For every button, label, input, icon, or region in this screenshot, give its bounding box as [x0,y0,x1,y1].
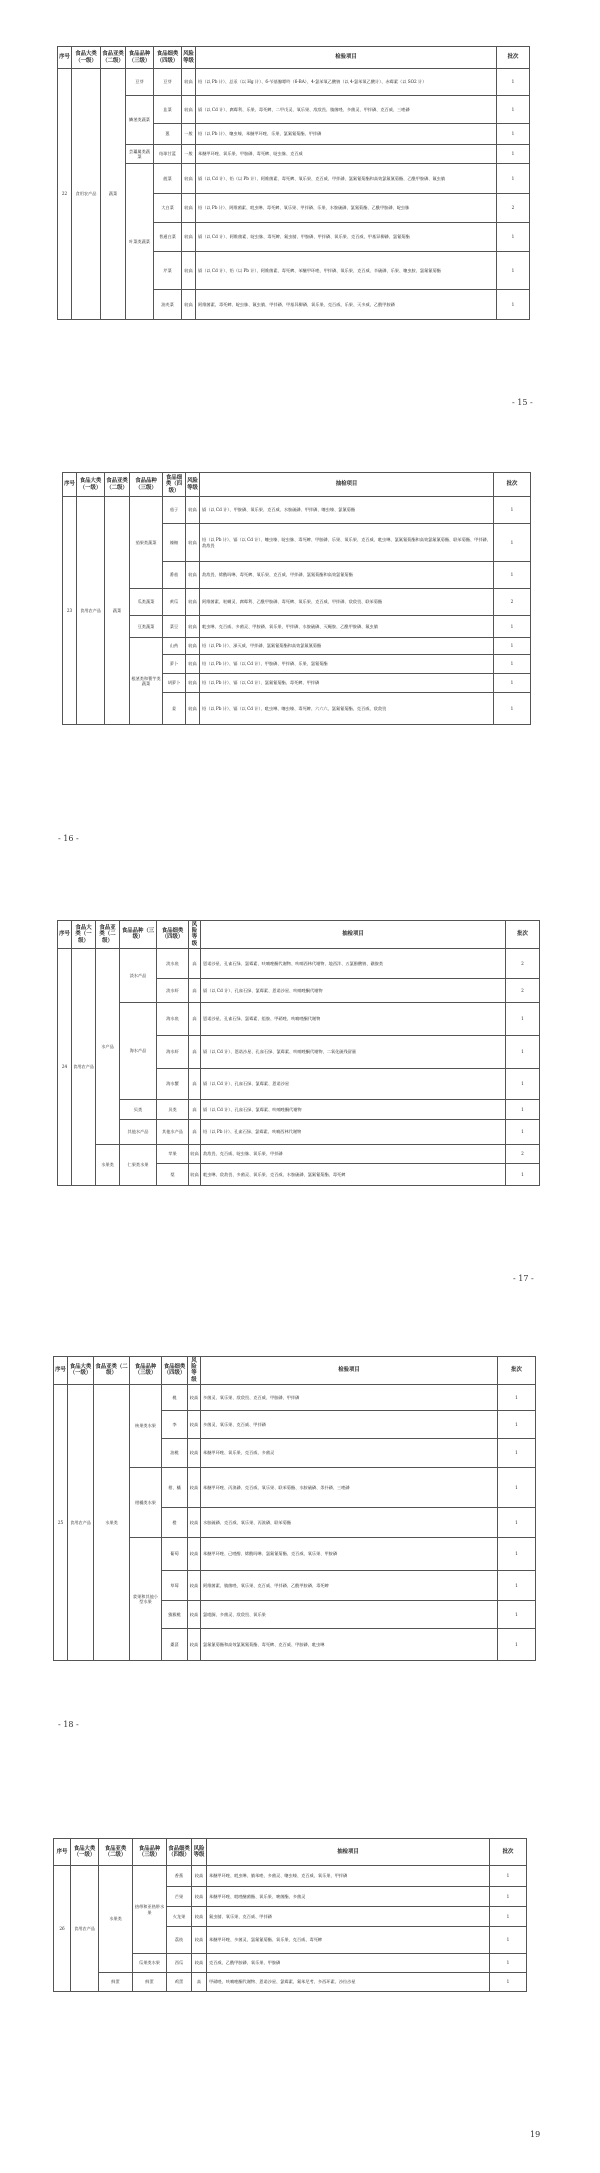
col-header: 批次 [497,47,530,69]
subcategory-cell: 鲜蛋 [99,1973,133,1992]
batch-cell: 1 [490,1907,527,1927]
risk-cell: 较高 [182,164,196,194]
risk-cell: 较高 [186,655,200,674]
page-number: - 17 - [513,1274,534,1283]
batch-cell: 1 [498,1570,536,1600]
items-cell: 苯醚甲环唑、氧乐果、克百威、多菌灵 [201,1438,498,1467]
detail-cell: 油桃 [162,1438,188,1467]
items-cell: 吡虫啉、克百威、多菌灵、甲胺磷、氧乐果、甲拌磷、水胺硫磷、灭蝇胺、乙酰甲胺磷、氟虫腈 [200,616,494,638]
risk-cell: 较高 [186,562,200,589]
items-cell: 铅（以 Pb 计）、镉（以 Cd 计）、吡虫啉、噻虫嗪、毒死蜱、六六六、氯氟氰菊酯、克百威、敌敌畏 [200,693,494,725]
table-header-row [58,47,530,69]
category-cell: 食用农产品 [72,948,96,1185]
col-header: 食品大类（一级） [77,473,105,497]
seq-cell: 23 [63,497,77,725]
items-cell: 多菌灵、氧乐果、克百威、甲拌磷 [201,1410,498,1438]
risk-cell: 较高 [188,1410,201,1438]
detail-cell: 桃 [162,1384,188,1410]
items-cell: 镉（以 Cd 计）、腐霉利、乐果、毒死蜱、二甲戊灵、氧乐果、敌敌畏、腈菌唑、多菌灵、甲拌磷、克百威、三唑磷 [196,96,497,124]
risk-cell: 较高 [192,1887,207,1907]
col-header: 批次 [494,473,531,497]
batch-cell: 1 [497,252,530,290]
col-header: 食品细类（四级） [162,1357,188,1385]
detail-cell: 淡水鱼 [157,948,189,978]
detail-cell: 李 [162,1410,188,1438]
risk-cell: 较高 [188,1467,201,1507]
risk-cell: 较高 [188,1628,201,1660]
detail-cell: 西瓜 [167,1954,192,1973]
items-cell: 苯醚甲环唑、丙溴磷、克百威、氧乐果、联苯菊酯、水胺硫磷、杀扑磷、三唑磷 [201,1467,498,1507]
risk-cell: 较高 [188,1570,201,1600]
risk-cell: 较高 [186,638,200,655]
seq-cell: 26 [54,1866,71,1992]
batch-cell: 1 [497,164,530,194]
batch-cell: 2 [497,194,530,223]
table-header-row [63,473,531,497]
variety-cell: 豆类蔬菜 [130,616,163,638]
detail-cell: 辣椒 [163,524,186,562]
batch-cell: 1 [498,1384,536,1410]
detail-cell: 山药 [163,638,186,655]
batch-cell: 1 [494,562,531,589]
risk-cell: 高 [189,978,201,1002]
col-header: 食品亚类（二级） [101,47,126,69]
risk-cell: 一般 [182,145,196,164]
variety-cell: 鲜蛋 [133,1973,167,1992]
detail-cell: 番茄 [163,562,186,589]
items-cell: 敌敌畏、烯酰吗啉、毒死蜱、氧乐果、克百威、甲拌磷、氯氰菊酯和高效氯氰菊酯 [200,562,494,589]
batch-cell: 1 [506,1119,540,1144]
table-row [58,96,530,124]
table-header-row [54,1357,536,1385]
col-header: 食品品种（三级） [120,921,157,949]
variety-cell: 茄果类蔬菜 [130,497,163,589]
seq-cell: 22 [58,69,72,320]
col-header: 检验项目 [201,1357,498,1385]
col-header: 风险等级 [192,1839,207,1866]
detail-cell: 结球甘蓝 [154,145,182,164]
items-cell: 吡虫啉、敌敌畏、多菌灵、氧乐果、克百威、水胺硫磷、氯氟氰菊酯、毒死蜱 [201,1163,506,1185]
items-cell: 镉（以 Cd 计）、甲胺磷、氧乐果、克百威、水胺硫磷、甲拌磷、噻虫嗪、氯氰菊酯 [200,497,494,524]
detail-cell: 香蕉 [167,1866,192,1887]
variety-cell: 柑橘类水果 [130,1467,162,1537]
items-cell: 敌敌畏、克百威、啶虫脒、氧乐果、甲拌磷 [201,1144,506,1163]
batch-cell: 1 [497,124,530,145]
risk-cell: 较高 [186,524,200,562]
risk-cell: 较高 [182,252,196,290]
col-header: 食品大类（一级） [71,1839,99,1866]
items-cell: 多菌灵、氧乐果、敌敌畏、克百威、甲胺磷、甲拌磷 [201,1384,498,1410]
col-header: 食品细类（四级） [167,1839,192,1866]
detail-cell: 桑葚 [162,1628,188,1660]
col-header: 食品细类（四级） [157,921,189,949]
subcategory-cell: 水果类 [94,1384,130,1660]
risk-cell: 较高 [182,223,196,252]
risk-cell: 较高 [186,674,200,693]
table-row [58,1144,540,1163]
batch-cell: 1 [506,1099,540,1119]
risk-cell: 较高 [182,96,196,124]
risk-cell: 高 [189,1099,201,1119]
subcategory-cell: 水果类 [96,1144,120,1185]
detail-cell: 大白菜 [154,194,182,223]
col-header: 食品大类（一级） [72,921,96,949]
variety-cell: 豆芽 [126,69,154,96]
batch-cell: 1 [498,1467,536,1507]
inspection-table [53,1356,536,1661]
table-row [54,1866,527,1887]
risk-cell: 较高 [188,1384,201,1410]
detail-cell: 其他水产品 [157,1119,189,1144]
batch-cell: 1 [494,616,531,638]
batch-cell: 2 [494,589,531,616]
detail-cell: 韭菜 [154,96,182,124]
batch-cell: 1 [497,223,530,252]
batch-cell: 1 [494,497,531,524]
variety-cell: 叶菜类蔬菜 [126,164,154,320]
detail-cell: 火龙果 [167,1907,192,1927]
batch-cell: 1 [497,96,530,124]
col-header: 序号 [54,1357,68,1385]
detail-cell: 柑、橘 [162,1467,188,1507]
variety-cell: 根茎类和薯芋类蔬菜 [130,638,163,725]
items-cell: 苯醚甲环唑、多菌灵、氯氟氰菊酯、氧乐果、克百威、毒死蜱 [207,1927,490,1954]
items-cell: 水胺硫磷、克百威、氧乐果、丙溴磷、联苯菊酯 [201,1507,498,1537]
col-header: 食品亚类（二级） [96,921,120,949]
inspection-table [62,472,531,725]
items-cell: 克百威、乙酰甲胺磷、氧乐果、甲胺磷 [207,1954,490,1973]
subcategory-cell: 蔬菜 [101,69,126,320]
detail-cell: 葱 [154,124,182,145]
variety-cell: 热带和亚热带水果 [133,1866,167,1954]
col-header: 序号 [58,47,72,69]
table-row [54,1973,527,1992]
items-cell: 氯氟氰菊酯和高效氯氟氰菊酯、毒死蜱、克百威、甲胺磷、吡虫啉 [201,1628,498,1660]
risk-cell: 较高 [188,1438,201,1467]
detail-cell: 萝卜 [163,655,186,674]
items-cell: 阿维菌素、哒螨灵、腐霉利、乙酰甲胺磷、毒死蜱、氧乐果、克百威、甲拌磷、敌敌畏、联苯菊酯 [200,589,494,616]
col-header: 风险等级 [189,921,201,949]
page-number: - 18 - [58,1720,79,1729]
variety-cell: 浆果和其他小型水果 [130,1537,162,1660]
category-cell: 食用农产品 [77,497,105,725]
risk-cell: 高 [189,948,201,978]
items-cell: 铅（以 Pb 计）、阿维菌素、吡虫啉、毒死蜱、氧乐果、甲拌磷、乐果、水胺硫磷、氯氰菊酯、乙酰甲胺磷、啶虫脒 [196,194,497,223]
table-row [58,164,530,194]
detail-cell: 豆芽 [154,69,182,96]
variety-cell: 芸薹属类蔬菜 [126,145,154,164]
seq-cell: 24 [58,948,72,1185]
batch-cell: 1 [490,1973,527,1992]
col-header: 食品大类（一级） [72,47,101,69]
items-cell: 恩诺沙星、孔雀石绿、氯霉素、呋喃唑酮代谢物、呋喃西林代谢物、地西泮、五氯酚酸钠、磺胺类 [201,948,506,978]
items-cell: 镉（以 Cd 计）、孔雀石绿、氯霉素、恩诺沙星、呋喃唑酮代谢物 [201,978,506,1002]
detail-cell: 葡萄 [162,1537,188,1570]
items-cell: 铅（以 Pb 计）、镉（以 Cd 计）、氯氟氰菊酯、毒死蜱、甲拌磷 [200,674,494,693]
batch-cell: 1 [494,524,531,562]
col-header: 序号 [54,1839,71,1866]
batch-cell: 1 [498,1537,536,1570]
items-cell: 镉（以 Cd 计）、孔雀石绿、氯霉素、呋喃唑酮代谢物 [201,1099,506,1119]
batch-cell: 1 [490,1927,527,1954]
items-cell: 氟虫腈、氧乐果、克百威、甲拌磷 [207,1907,490,1927]
col-header: 食品品种（三级） [126,47,154,69]
col-header: 食品细类（四级） [163,473,186,497]
risk-cell: 较高 [188,1537,201,1570]
batch-cell: 1 [498,1507,536,1537]
risk-cell: 高 [189,1035,201,1068]
risk-cell: 较高 [182,290,196,320]
detail-cell: 姜 [163,693,186,725]
detail-cell: 苹果 [157,1144,189,1163]
detail-cell: 海水虾 [157,1035,189,1068]
risk-cell: 较高 [188,1507,201,1537]
variety-cell: 海水产品 [120,1002,157,1099]
detail-cell: 油麦菜 [154,290,182,320]
variety-cell: 核果类水果 [130,1384,162,1467]
items-cell: 铅（以 Pb 计）、涕灭威、甲拌磷、氯氟氰菊酯和高效氯氟氰菊酯 [200,638,494,655]
batch-cell: 1 [506,1068,540,1099]
col-header: 风险等级 [182,47,196,69]
col-header: 序号 [63,473,77,497]
items-cell: 氯吡脲、多菌灵、敌敌畏、氧乐果 [201,1600,498,1628]
batch-cell: 1 [494,674,531,693]
col-header: 批次 [498,1357,536,1385]
detail-cell: 海水鱼 [157,1002,189,1035]
table-row [58,145,530,164]
col-header: 抽检项目 [200,473,494,497]
batch-cell: 1 [494,693,531,725]
risk-cell: 较高 [192,1907,207,1927]
table-row [58,1119,540,1144]
table-row [58,948,540,978]
risk-cell: 较高 [189,1144,201,1163]
risk-cell: 高 [189,1068,201,1099]
risk-cell: 较高 [186,616,200,638]
batch-cell: 1 [506,1163,540,1185]
batch-cell: 2 [506,1144,540,1163]
batch-cell: 1 [506,1002,540,1035]
page-number: - 15 - [512,398,533,407]
items-cell: 阿维菌素、腈菌唑、氧乐果、克百威、甲拌磷、乙酰甲胺磷、毒死蜱 [201,1570,498,1600]
items-cell: 铅（以 Pb 计）、镉（以 Cd 计）、噻虫嗪、啶虫脒、毒死蜱、甲胺磷、乐果、氧乐果、克百威、吡虫啉、氯氟氰菊酯和高效氯氟氰菊酯、联苯菊酯、甲拌磷、敌敌畏 [200,524,494,562]
risk-cell: 较高 [192,1866,207,1887]
col-header: 风险等级 [188,1357,201,1385]
page-number: - 16 - [58,834,79,843]
col-header: 批次 [506,921,540,949]
items-cell: 甲硝唑、呋喃唑酮代谢物、恩诺沙星、氯霉素、氟苯尼考、多西环素、沙拉沙星 [207,1973,490,1992]
subcategory-cell: 水果类 [99,1866,133,1973]
risk-cell: 高 [192,1973,207,1992]
batch-cell: 1 [498,1628,536,1660]
detail-cell: 菜豆 [163,616,186,638]
table-row [63,638,531,655]
variety-cell: 淡水产品 [120,948,157,1002]
risk-cell: 一般 [182,124,196,145]
inspection-table [57,46,530,320]
risk-cell: 较高 [188,1600,201,1628]
inspection-table [57,920,540,1186]
items-cell: 苯醚甲环唑、吡虫啉、腈苯唑、多菌灵、噻虫嗪、克百威、氧乐果、甲拌磷 [207,1866,490,1887]
category-cell: 食用农产品 [71,1866,99,1992]
col-header: 食品亚类（二级） [99,1839,133,1866]
page-number: 19 [530,2130,541,2139]
detail-cell: 茄子 [163,497,186,524]
col-header: 食品细类（四级） [154,47,182,69]
col-header: 食品品种（三级） [130,473,163,497]
col-header: 序号 [58,921,72,949]
items-cell: 铅（以 Pb 计）、噻虫嗪、苯醚甲环唑、乐果、氯氟氰菊酯、甲拌磷 [196,124,497,145]
col-header: 风险等级 [186,473,200,497]
batch-cell: 1 [494,655,531,674]
col-header: 食品品种（三级） [133,1839,167,1866]
col-header: 检验项目 [196,47,497,69]
category-cell: 食用农产品 [68,1384,94,1660]
table-header-row [54,1839,527,1866]
risk-cell: 较高 [186,589,200,616]
items-cell: 镉（以 Cd 计）、铅（以 Pb 计）、阿维菌素、毒死蜱、苯醚甲环唑、甲拌磷、氧乐果、克百威、辛硫磷、乐果、噻虫胺、氯氟氰菊酯 [196,252,497,290]
detail-cell: 芒果 [167,1887,192,1907]
items-cell: 镉（以 Cd 计）、阿维菌素、啶虫脒、毒死蜱、氟虫腈、甲胺磷、甲拌磷、氧乐果、克百威、甲基异柳磷、氯氰菊酯 [196,223,497,252]
detail-cell: 芹菜 [154,252,182,290]
risk-cell: 较高 [192,1954,207,1973]
detail-cell: 荔枝 [167,1927,192,1954]
variety-cell: 其他水产品 [120,1119,157,1144]
batch-cell: 1 [490,1887,527,1907]
items-cell: 阿维菌素、毒死蜱、啶虫脒、氟虫腈、甲拌磷、甲基异柳磷、氧乐果、克百威、乐果、灭多威、乙酰甲胺磷 [196,290,497,320]
items-cell: 苯醚甲环唑、氧乐果、甲胺磷、毒死蜱、啶虫脒、克百威 [196,145,497,164]
table-row [63,497,531,524]
table-row [63,616,531,638]
batch-cell: 1 [490,1954,527,1973]
inspection-table [53,1838,527,1992]
col-header: 抽检项目 [201,921,506,949]
table-row [58,1099,540,1119]
risk-cell: 较高 [182,194,196,223]
table-row [54,1384,536,1410]
batch-cell: 1 [497,145,530,164]
risk-cell: 较高 [189,1163,201,1185]
detail-cell: 橙 [162,1507,188,1537]
batch-cell: 1 [498,1600,536,1628]
risk-cell: 高 [189,1119,201,1144]
detail-cell: 菠菜 [154,164,182,194]
variety-cell: 瓜类蔬菜 [130,589,163,616]
variety-cell: 仁果类水果 [120,1144,157,1185]
risk-cell: 较高 [182,69,196,96]
detail-cell: 黄瓜 [163,589,186,616]
detail-cell: 猕猴桃 [162,1600,188,1628]
table-row [63,589,531,616]
items-cell: 苯醚甲环唑、吡唑醚菌酯、氧乐果、嘧菌酯、多菌灵 [207,1887,490,1907]
col-header: 食品亚类（二级） [105,473,130,497]
detail-cell: 梨 [157,1163,189,1185]
batch-cell: 1 [498,1438,536,1467]
items-cell: 铅（以 Pb 计）、镉（以 Cd 计）、甲胺磷、甲拌磷、乐果、氯氰菊酯 [200,655,494,674]
batch-cell: 1 [490,1866,527,1887]
variety-cell: 贝类 [120,1099,157,1119]
subcategory-cell: 水产品 [96,948,120,1144]
seq-cell: 25 [54,1384,68,1660]
detail-cell: 胡萝卜 [163,674,186,693]
col-header: 批次 [490,1839,527,1866]
col-header: 食品大类（一级） [68,1357,94,1385]
col-header: 抽检项目 [207,1839,490,1866]
batch-cell: 2 [506,948,540,978]
variety-cell: 鳞茎类蔬菜 [126,96,154,145]
col-header: 食品亚类（二级） [94,1357,130,1385]
detail-cell: 贝类 [157,1099,189,1119]
risk-cell: 较高 [192,1927,207,1954]
risk-cell: 高 [189,1002,201,1035]
table-header-row [58,921,540,949]
items-cell: 恩诺沙星、孔雀石绿、氯霉素、组胺、甲硝唑、呋喃唑酮代谢物 [201,1002,506,1035]
batch-cell: 1 [506,1035,540,1068]
items-cell: 苯醚甲环唑、己唑醇、烯酰吗啉、氯氟氰菊酯、克百威、氧乐果、甲胺磷 [201,1537,498,1570]
detail-cell: 海水蟹 [157,1068,189,1099]
variety-cell: 瓜果类水果 [133,1954,167,1973]
category-cell: 食用农产品 [72,69,101,320]
batch-cell: 1 [494,638,531,655]
detail-cell: 鸡蛋 [167,1973,192,1992]
items-cell: 镉（以 Cd 计）、孔雀石绿、氯霉素、恩诺沙星 [201,1068,506,1099]
detail-cell: 草莓 [162,1570,188,1600]
risk-cell: 较高 [186,497,200,524]
detail-cell: 普通白菜 [154,223,182,252]
items-cell: 镉（以 Cd 计）、铅（以 Pb 计）、阿维菌素、毒死蜱、氧乐果、克百威、甲拌磷、氯氟氰菊酯和高效氯氟氰菊酯、乙酰甲胺磷、氟虫腈 [196,164,497,194]
table-row [58,69,530,96]
batch-cell: 1 [498,1410,536,1438]
items-cell: 铅（以 Pb 计）、总汞（以 Hg 计）、6-苄基腺嘌呤（6-BA）、4-氯苯氧乙酸钠（以 4-氯苯氧乙酸计）、赤霉素（以 SO2 计） [196,69,497,96]
batch-cell: 1 [497,290,530,320]
col-header: 食品品种（三级） [130,1357,162,1385]
items-cell: 铅（以 Pb 计）、孔雀石绿、氯霉素、呋喃西林代谢物 [201,1119,506,1144]
batch-cell: 1 [497,69,530,96]
subcategory-cell: 蔬菜 [105,497,130,725]
table-row [58,1002,540,1035]
detail-cell: 淡水虾 [157,978,189,1002]
batch-cell: 2 [506,978,540,1002]
items-cell: 镉（以 Cd 计）、恩诺沙星、孔雀石绿、氯霉素、呋喃唑酮代谢物、二氧化硫残留量 [201,1035,506,1068]
risk-cell: 较高 [186,693,200,725]
